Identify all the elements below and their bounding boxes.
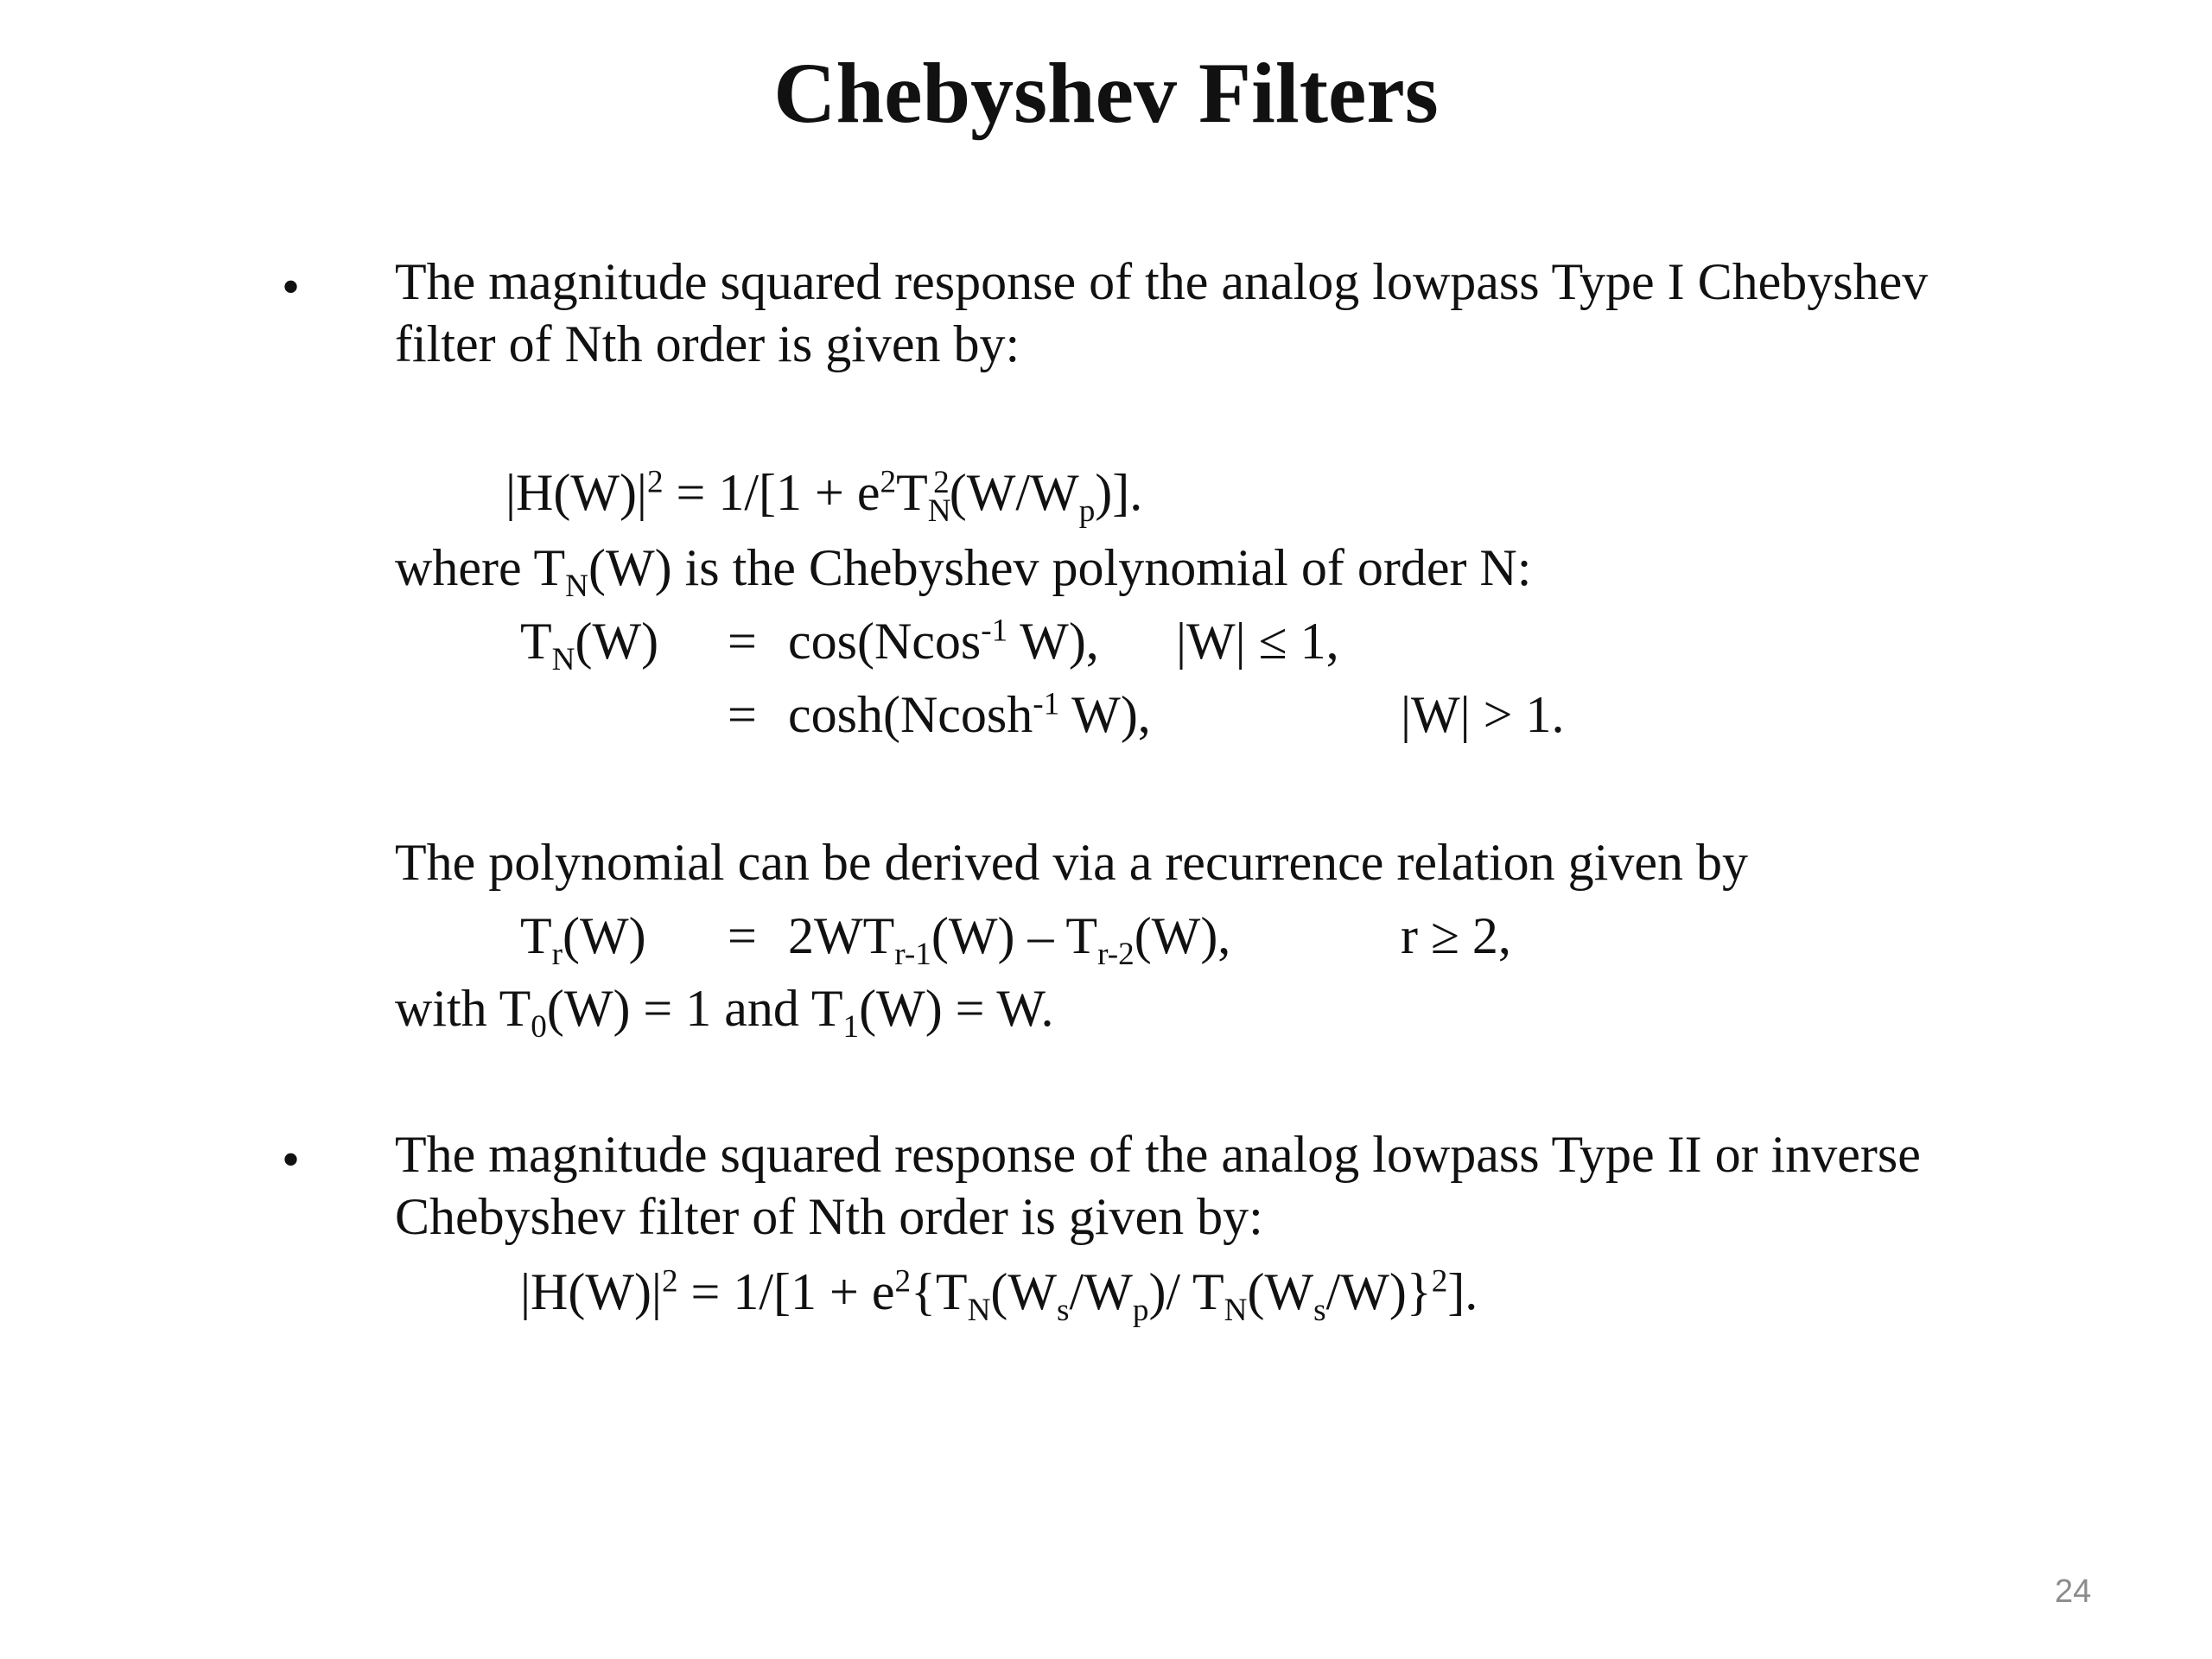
type1-intro-line1: The magnitude squared response of the analog lowpass Type I Chebyshev — [395, 253, 1929, 310]
recurrence-equals: = — [728, 907, 757, 964]
slide-title: Chebyshev Filters — [773, 45, 1439, 141]
recurrence-intro: The polynomial can be derived via a recurrence relation given by — [395, 834, 1748, 891]
where-chebyshev-polynomial: where $T_N(W)$ is the Chebyshev polynomial of order N: — [395, 539, 1532, 605]
recurrence-lhs: $T_r(W)$ — [520, 907, 646, 973]
chebyshev-def-cosh-rhs: = — [728, 686, 757, 743]
type1-magnitude-equation: $|H(W)|^2 = 1/[1 + e^2T_N^2(W/W_p)]$. — [505, 464, 1143, 530]
type2-intro-line1: The magnitude squared response of the analog lowpass Type II or inverse — [395, 1126, 1921, 1183]
type2-intro-line2: Chebyshev filter of Nth order is given by: — [395, 1188, 1263, 1245]
bullet-2: • — [282, 1131, 301, 1188]
recurrence-rhs: $2WT_{r-1}(W) - T_{r-2}(W)$, — [788, 907, 1231, 973]
chebyshev-def-cos: $T_N(W)$ — [520, 613, 659, 678]
chebyshev-def-cos-rhs: = — [728, 613, 757, 670]
bullet-1: • — [282, 258, 301, 315]
chebyshev-def-cos-condition: |W| ≤ 1, — [1176, 613, 1339, 670]
chebyshev-def-cos-expr: cos(Ncos$^{-1}$ W), — [788, 613, 1099, 670]
type2-magnitude-equation: $|H(W)|^2 = 1/[1 + e^2\{T_N(W_s/W_p)/$ $T_N(W_s/W)\}^2$]. — [520, 1263, 1478, 1329]
chebyshev-def-cosh-expr: cosh(Ncosh$^{-1}$ W), — [788, 686, 1151, 743]
type1-intro-line2: filter of Nth order is given by: — [395, 315, 1020, 372]
page-number: 24 — [2055, 1573, 2092, 1610]
recurrence-condition: r ≥ 2, — [1401, 907, 1511, 964]
initial-conditions: with $T_0(W) = 1$ and $T_1(W) = W$. — [395, 980, 1054, 1046]
chebyshev-def-cosh-condition: |W| > 1. — [1401, 686, 1565, 743]
